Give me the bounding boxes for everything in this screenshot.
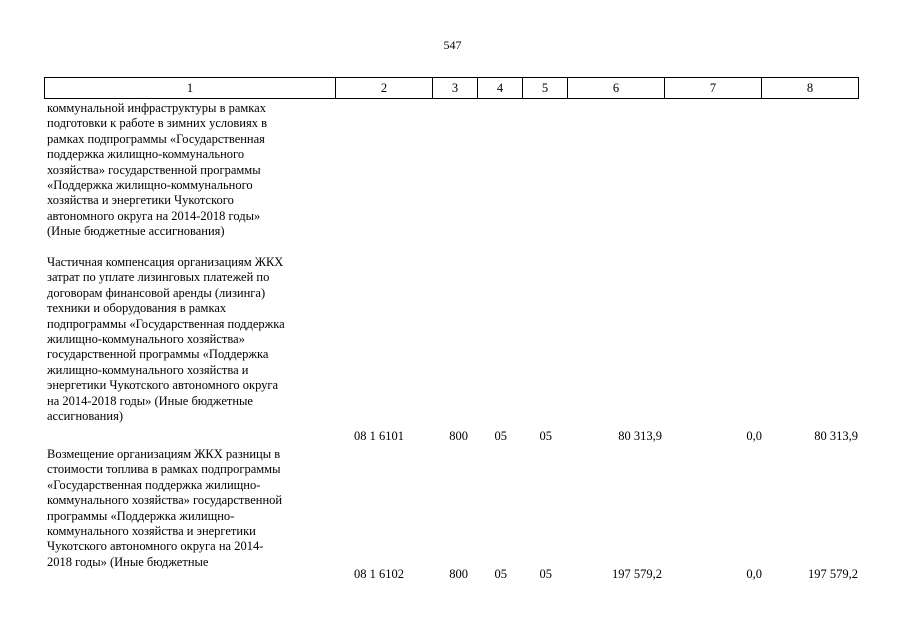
row-col6: 197 579,2 xyxy=(612,567,662,581)
column-header-6: 6 xyxy=(568,78,665,99)
column-header-4: 4 xyxy=(478,78,523,99)
column-header-3: 3 xyxy=(433,78,478,99)
row-code: 08 1 6102 xyxy=(354,567,404,581)
row-col6: 80 313,9 xyxy=(618,429,662,443)
row-col8: 80 313,9 xyxy=(814,429,858,443)
row-col5: 05 xyxy=(539,429,552,443)
row-col4: 05 xyxy=(494,429,507,443)
row-description: Частичная компенсация организациям ЖКХ затрат по уплате лизинговых платежей по договорам финансовой аренды (лизинга) техники и оборудования в рамках подпрограммы «Государственная поддержка жилищно-коммунального хозяйства» государственной программы «Поддержка жилищно-коммунального хозяйства и энергетики Чукотского автономного округа на 2014-2018 годы» (Иные бюджетные ассигнования) xyxy=(47,255,285,424)
row-col3: 800 xyxy=(449,567,468,581)
row-col8: 197 579,2 xyxy=(808,567,858,581)
column-header-1: 1 xyxy=(45,78,336,99)
page-number: 547 xyxy=(443,38,462,52)
column-header-5: 5 xyxy=(523,78,568,99)
row-description: коммунальной инфраструктуры в рамках подготовки к работе в зимних условиях в рамках подпрограммы «Государственная поддержка жилищно-коммунального хозяйства» государственной программы «Поддержка жилищно-коммунального хозяйства и энергетики Чукотского автономного округа на 2014-2018 годы» (Иные бюджетные ассигнования) xyxy=(47,101,267,239)
row-col7: 0,0 xyxy=(746,429,762,443)
column-header-row xyxy=(45,78,859,99)
column-header-7: 7 xyxy=(665,78,762,99)
row-code: 08 1 6101 xyxy=(354,429,404,443)
column-header-2: 2 xyxy=(336,78,433,99)
column-header-table xyxy=(44,77,859,99)
row-col5: 05 xyxy=(539,567,552,581)
row-col3: 800 xyxy=(449,429,468,443)
column-header-8: 8 xyxy=(762,78,859,99)
row-col4: 05 xyxy=(494,567,507,581)
row-col7: 0,0 xyxy=(746,567,762,581)
row-description: Возмещение организациям ЖКХ разницы в стоимости топлива в рамках подпрограммы «Государственная поддержка жилищно- коммунального хозяйства» государственной программы «Поддержка жилищно- коммунального хозяйства и энергетики Чукотского автономного округа на 2014- 2018 годы» (Иные бюджетные xyxy=(47,447,283,569)
